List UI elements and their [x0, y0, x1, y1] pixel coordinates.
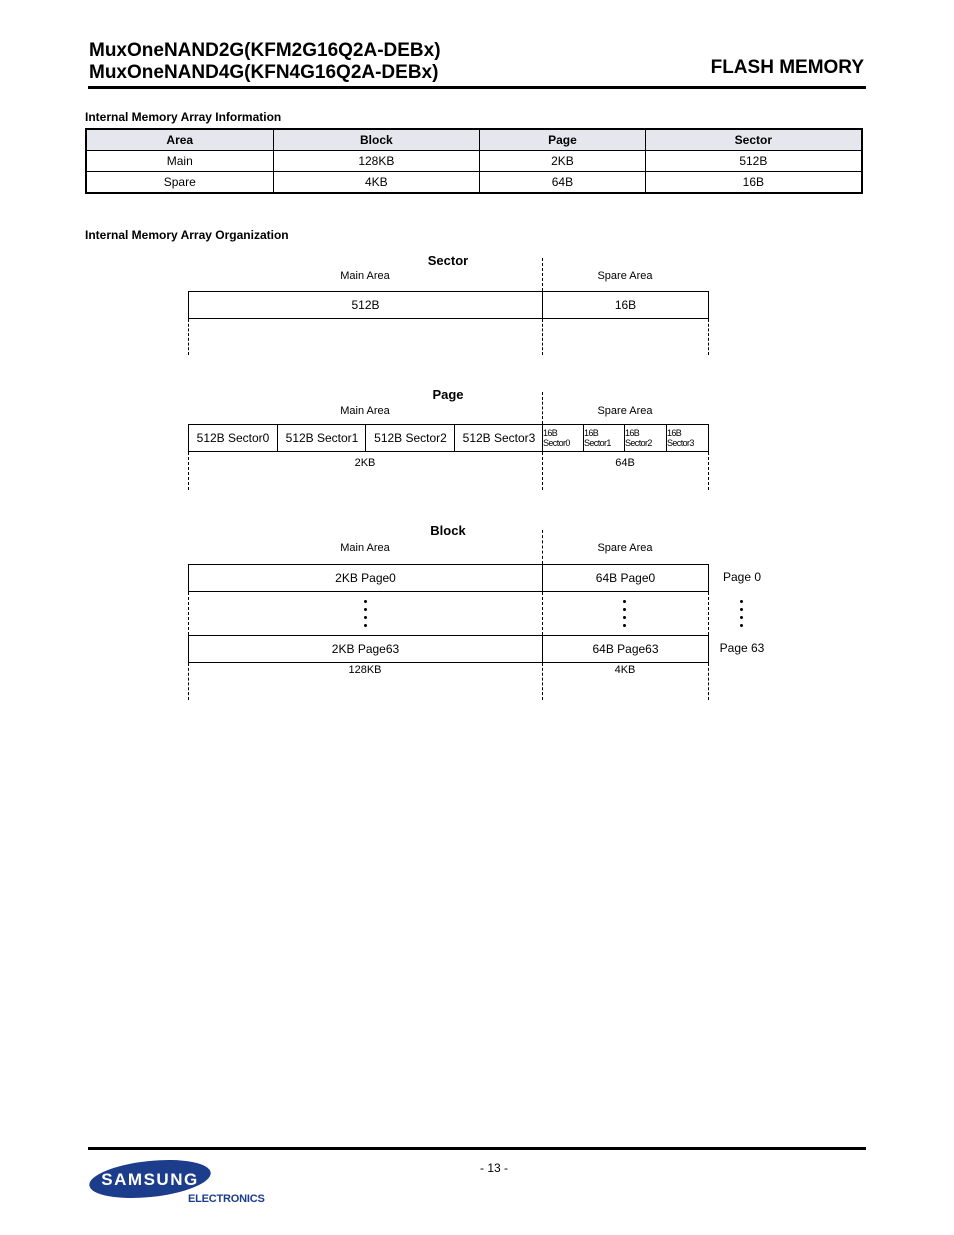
block-dash-left-mid — [188, 592, 189, 635]
table-row — [86, 151, 862, 172]
page-dash-left — [188, 452, 189, 490]
sector-main-cell: 512B — [351, 298, 380, 312]
page-main-sector-2: 512B Sector2 — [365, 425, 455, 451]
page-spare-sector-1: 16B Sector1 — [583, 425, 625, 451]
ellipsis-spare-icon — [623, 600, 627, 632]
sector-box — [188, 291, 709, 319]
block-dash-right-mid — [708, 592, 709, 635]
page-diagram-title: Page — [432, 387, 464, 402]
table-cell: 16B — [645, 172, 862, 194]
logo-text: SAMSUNG — [101, 1170, 199, 1189]
page-main-sector-3: 512B Sector3 — [454, 425, 543, 451]
table-cell: 128KB — [273, 151, 480, 172]
sector-main-area-label: Main Area — [340, 270, 390, 282]
table-cell: 64B — [480, 172, 646, 194]
sector-divider-top — [542, 258, 543, 291]
sector-diagram-title: Sector — [427, 253, 469, 268]
org-section-title: Internal Memory Array Organization — [85, 228, 289, 242]
sector-dash-right — [708, 319, 709, 355]
page-spare-sector-0: 16B Sector0 — [542, 425, 584, 451]
title-line-1: MuxOneNAND2G(KFM2G16Q2A-DEBx) — [89, 40, 441, 61]
block-main-page-last: 2KB Page63 — [331, 642, 400, 656]
block-main-size: 128KB — [348, 664, 382, 676]
block-main-area-label: Main Area — [340, 542, 390, 554]
block-dash-middle-mid — [542, 592, 543, 635]
page-dash-right — [708, 452, 709, 490]
block-last-page-row — [188, 635, 709, 663]
block-spare-size: 4KB — [614, 664, 636, 676]
block-first-page-row — [188, 564, 709, 592]
page-main-area-label: Main Area — [340, 405, 390, 417]
ellipsis-page-icon — [740, 600, 744, 632]
header-right-label: FLASH MEMORY — [710, 57, 864, 78]
block-page-last-label: Page 63 — [719, 641, 765, 655]
table-cell: Main — [86, 151, 273, 172]
block-divider-top — [542, 530, 543, 564]
table-row — [86, 172, 862, 194]
page-spare-area-label: Spare Area — [597, 405, 653, 417]
page-spare-size: 64B — [615, 457, 635, 469]
page-number: - 13 - — [479, 1161, 508, 1175]
sector-spare-cell: 16B — [542, 292, 708, 318]
block-page-first-label: Page 0 — [722, 570, 762, 584]
header-rule — [88, 86, 866, 89]
table-header: Page — [480, 129, 646, 151]
block-dash-right — [708, 663, 709, 700]
page-dash-middle — [542, 452, 543, 490]
sector-dash-middle — [542, 319, 543, 355]
logo-subtitle: ELECTRONICS — [188, 1193, 265, 1205]
page-main-sector-0: 512B Sector0 — [196, 431, 270, 445]
memory-info-table — [85, 128, 863, 194]
block-spare-area-label: Spare Area — [597, 542, 653, 554]
table-cell: 2KB — [480, 151, 646, 172]
page-spare-sector-2: 16B Sector2 — [624, 425, 667, 451]
table-header: Sector — [645, 129, 862, 151]
block-diagram-title: Block — [430, 523, 466, 538]
footer-rule — [88, 1147, 866, 1150]
block-main-page-first: 2KB Page0 — [335, 571, 396, 585]
page-main-size: 2KB — [354, 457, 376, 469]
block-spare-page-first: 64B Page0 — [542, 565, 708, 591]
ellipsis-main-icon — [364, 600, 368, 632]
info-section-title: Internal Memory Array Information — [85, 110, 282, 124]
sector-spare-area-label: Spare Area — [597, 270, 653, 282]
sector-dash-left — [188, 319, 189, 355]
page-divider-top — [542, 392, 543, 424]
block-dash-middle — [542, 663, 543, 700]
table-cell: 512B — [645, 151, 862, 172]
page-box — [188, 424, 709, 452]
block-dash-left — [188, 663, 189, 700]
title-line-2: MuxOneNAND4G(KFN4G16Q2A-DEBx) — [89, 62, 439, 83]
table-cell: 4KB — [273, 172, 480, 194]
document-title — [89, 40, 441, 84]
table-header: Block — [273, 129, 480, 151]
table-cell: Spare — [86, 172, 273, 194]
page-main-sector-1: 512B Sector1 — [277, 425, 366, 451]
block-spare-page-last: 64B Page63 — [542, 636, 708, 662]
page-spare-sector-3: 16B Sector3 — [666, 425, 708, 451]
table-header: Area — [86, 129, 273, 151]
